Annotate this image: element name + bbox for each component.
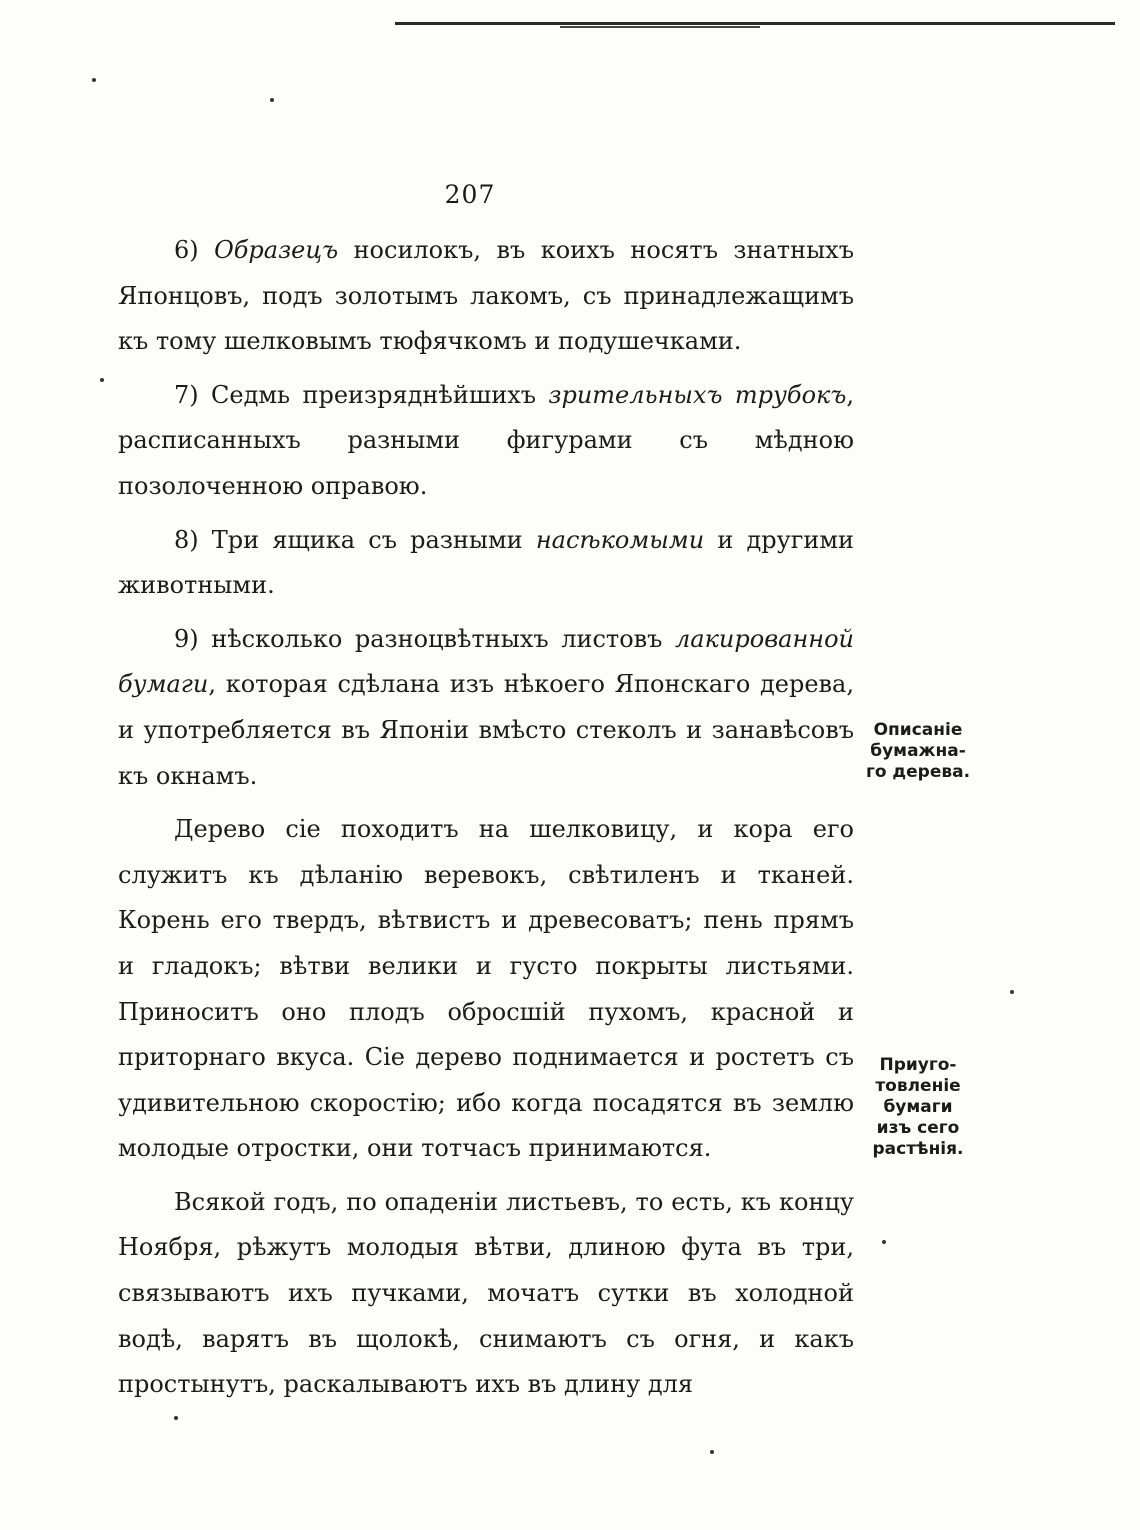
ink-speck xyxy=(92,78,96,82)
top-rule-shadow xyxy=(560,26,760,28)
margin-note-paper: Приуго- товленіе бумаги изъ сего растѣнія. xyxy=(872,1055,964,1159)
italic-term: насѣкомыми xyxy=(535,525,705,554)
top-rule xyxy=(395,22,1115,25)
paragraph-paper-preparation: Всякой годъ, по опаденіи листьевъ, то есть, къ концу Ноября, рѣжутъ молодыя вѣтви, длиною фута въ три, связываютъ ихъ пучками, мочатъ сутки въ холодной водѣ, варятъ въ щолокѣ, снимаютъ съ огня, и какъ простынутъ, раскалываютъ ихъ въ длину для xyxy=(118,1187,854,1399)
ink-speck xyxy=(100,378,104,382)
margin-note-tree: Описаніе бумажна- го дерева. xyxy=(865,720,971,782)
body-text xyxy=(118,228,854,1416)
ink-speck xyxy=(710,1450,714,1454)
paragraph-item-9: 9) нѣсколько разноцвѣтныхъ листовъ лакированной бумаги, которая сдѣлана изъ нѣкоего Японскаго дерева, и употребляется въ Японіи вмѣсто стеколъ и занавѣсовъ къ окнамъ. xyxy=(118,624,854,790)
italic-term: зрительныхъ трубокъ xyxy=(548,380,847,409)
ink-speck xyxy=(1010,990,1014,994)
ink-speck xyxy=(174,1416,178,1420)
paragraph-item-6: 6) Образецъ носилокъ, въ коихъ носятъ знатныхъ Японцовъ, подъ золотымъ лакомъ, съ принадлежащимъ къ тому шелковымъ тюфячкомъ и подушечками. xyxy=(118,236,854,356)
ink-speck xyxy=(882,1240,886,1244)
italic-term: Образецъ xyxy=(214,236,339,264)
paragraph-tree-description: Дерево сіе походитъ на шелковицу, и кора его служитъ къ дѣланію веревокъ, свѣтиленъ и тканей. Корень его твердъ, вѣтвистъ и древесоватъ; пень прямъ и гладокъ; вѣтви велики и густо покрыты листьями. Приноситъ оно плодъ обросшій пухомъ, красной и приторнаго вкуса. Сіе дерево поднимается и ростетъ съ удивительною скоростію; ибо когда посадятся въ землю молодые отростки, они тотчасъ принимаются. xyxy=(118,815,854,1163)
page-number: 207 xyxy=(444,180,496,209)
paragraph-item-7: 7) Седмь преизряднѣйшихъ зрительныхъ трубокъ, расписанныхъ разными фигурами съ мѣдною позолоченною оправою. xyxy=(118,380,854,500)
italic-term: лакированной бумаги xyxy=(118,624,854,699)
ink-speck xyxy=(270,98,274,102)
paragraph-item-8: 8) Три ящика съ разными насѣкомыми и другими животными. xyxy=(118,525,855,600)
